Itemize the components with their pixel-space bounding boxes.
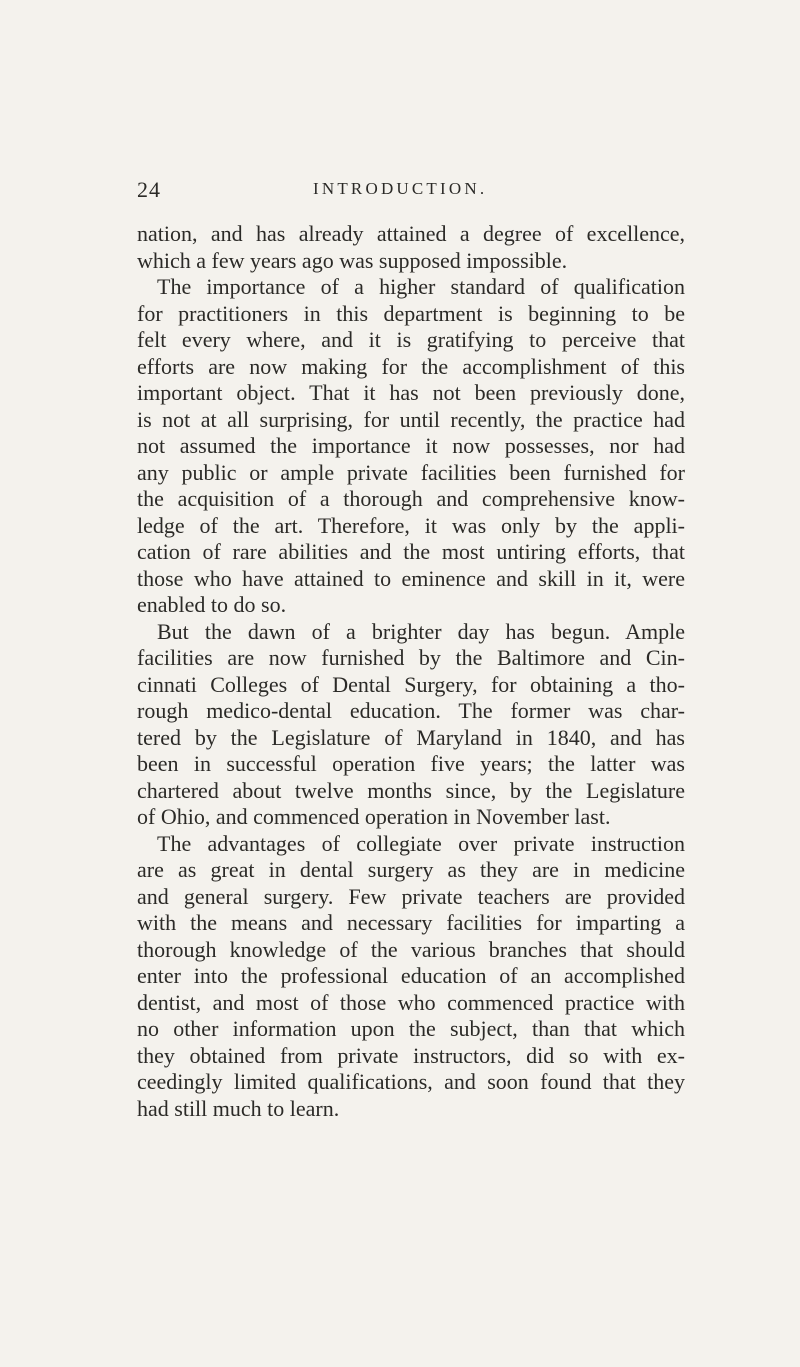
running-head bbox=[137, 177, 697, 207]
text-line: ledge of the art. Therefore, it was only by the appli- bbox=[137, 512, 685, 538]
text-line: with the means and necessary facilities for imparting a bbox=[137, 910, 685, 935]
text-line: been in successful operation five years; the latter was bbox=[137, 751, 685, 776]
text-line: chartered about twelve months since, by the Legislature bbox=[137, 777, 685, 803]
text-line: they obtained from private instructors, did so with ex- bbox=[137, 1042, 685, 1068]
text-line: important object. That it has not been previously done, bbox=[137, 380, 685, 405]
running-title: INTRODUCTION. bbox=[313, 179, 488, 198]
text-line: cinnati Colleges of Dental Surgery, for obtaining a tho- bbox=[137, 671, 685, 697]
text-line: thorough knowledge of the various branches that should bbox=[137, 936, 685, 962]
text-line: ceedingly limited qualifications, and soon found that they bbox=[137, 1069, 685, 1094]
text-line: the acquisition of a thorough and comprehensive know- bbox=[137, 486, 685, 511]
text-line: no other information upon the subject, than that which bbox=[137, 1016, 685, 1041]
text-line: nation, and has already attained a degree of excellence, bbox=[137, 221, 685, 246]
page-number: 24 bbox=[137, 177, 161, 202]
text-line: for practitioners in this department is beginning to be bbox=[137, 300, 685, 326]
body-text bbox=[137, 221, 685, 1122]
text-line: The importance of a higher standard of qualification bbox=[157, 274, 685, 299]
text-line: The advantages of collegiate over private instruction bbox=[157, 830, 685, 856]
text-line: and general surgery. Few private teachers are provided bbox=[137, 883, 685, 909]
text-line: dentist, and most of those who commenced practice with bbox=[137, 989, 685, 1015]
text-line: which a few years ago was supposed impossible. bbox=[137, 247, 568, 273]
text-line: not assumed the importance it now possesses, nor had bbox=[137, 433, 685, 458]
text-line: rough medico-dental education. The former was char- bbox=[137, 698, 685, 723]
text-line: felt every where, and it is gratifying to perceive that bbox=[137, 327, 685, 352]
text-line: those who have attained to eminence and skill in it, were bbox=[137, 565, 685, 591]
text-line: efforts are now making for the accomplishment of this bbox=[137, 353, 685, 379]
text-line: is not at all surprising, for until recently, the practice had bbox=[137, 406, 685, 432]
text-line: enter into the professional education of an accomplished bbox=[137, 963, 685, 988]
text-line: cation of rare abilities and the most untiring efforts, that bbox=[137, 539, 685, 564]
text-line: any public or ample private facilities been furnished for bbox=[137, 459, 685, 485]
text-line: But the dawn of a brighter day has begun. Ample bbox=[157, 618, 685, 644]
text-line: are as great in dental surgery as they are in medicine bbox=[137, 857, 685, 882]
text-line: enabled to do so. bbox=[137, 592, 287, 617]
text-line: facilities are now furnished by the Baltimore and Cin- bbox=[137, 645, 685, 670]
text-line: had still much to learn. bbox=[137, 1095, 340, 1121]
text-line: of Ohio, and commenced operation in November last. bbox=[137, 804, 611, 829]
text-line: tered by the Legislature of Maryland in 1840, and has bbox=[137, 724, 685, 750]
